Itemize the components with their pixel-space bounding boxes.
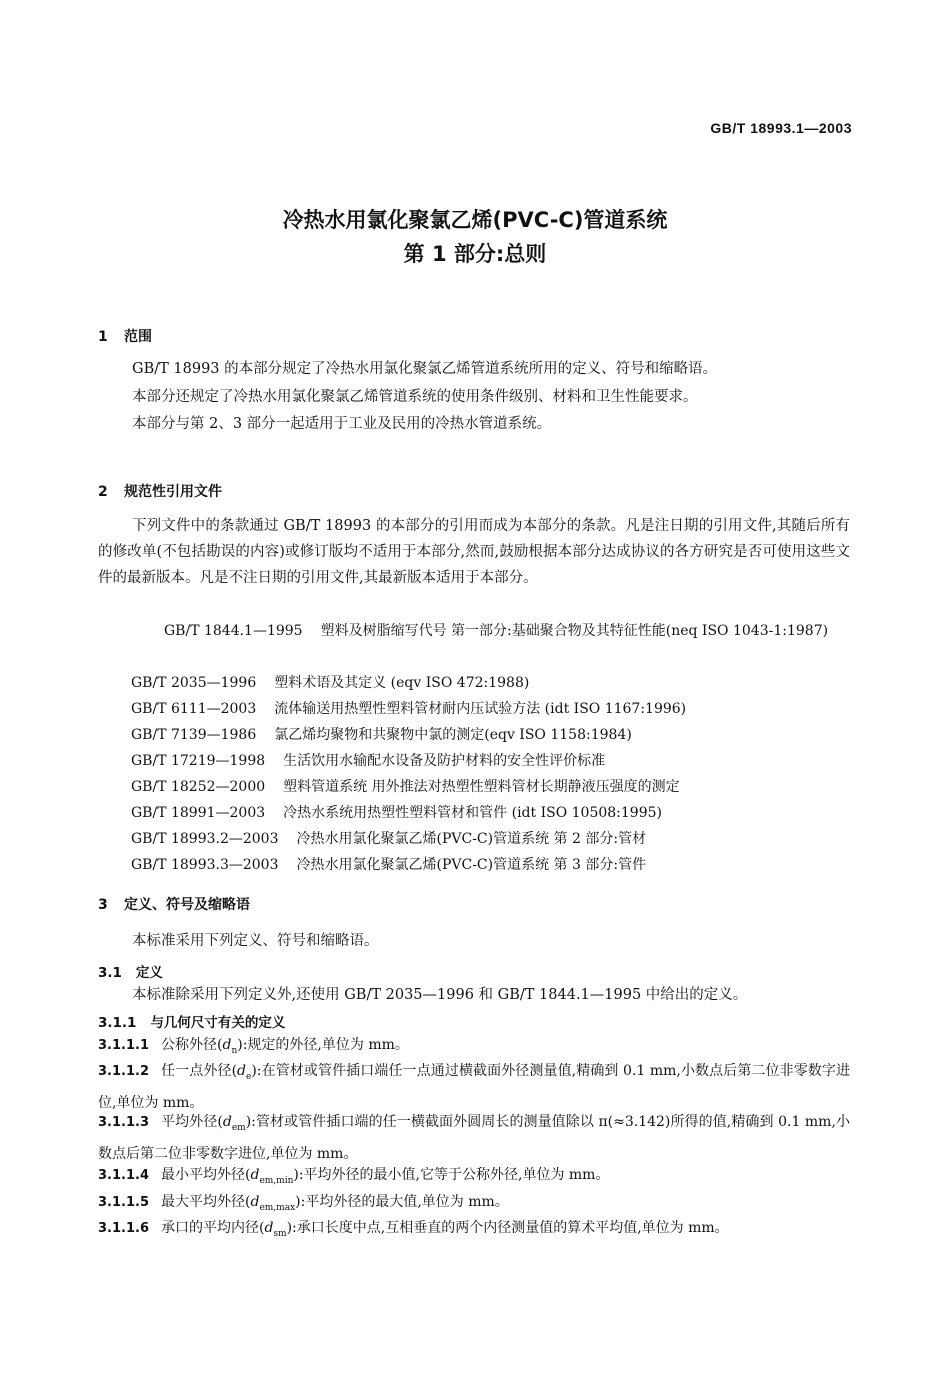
reference-item bbox=[131, 800, 851, 826]
section-title: 规范性引用文件 bbox=[124, 484, 222, 500]
definition-item bbox=[98, 1215, 850, 1247]
definition-text: ):在管材或管件插口端任一点通过横截面外径测量值,精确到 0.1 mm,小数点后第二位非零数字进位,单位为 mm。 bbox=[98, 1063, 850, 1111]
reference-title: 冷热水用氯化聚氯乙烯(PVC-C)管道系统 第 3 部分:管件 bbox=[296, 857, 647, 873]
definition-subscript: sm bbox=[273, 1228, 287, 1239]
section-number: 3 bbox=[98, 897, 108, 913]
section-title: 范围 bbox=[124, 329, 152, 345]
subsection-number: 3.1 bbox=[98, 965, 122, 981]
definition-number: 3.1.1.3 bbox=[98, 1115, 149, 1130]
definitions-scope-text: 本标准除采用下列定义外,还使用 GB/T 2035—1996 和 GB/T 1844.1—1995 中给出的定义。 bbox=[132, 987, 748, 1003]
definition-term: 任一点外径( bbox=[161, 1063, 238, 1079]
reference-code: GB/T 18991—2003 bbox=[131, 805, 266, 821]
definitions-intro: 本标准采用下列定义、符号和缩略语。 bbox=[132, 933, 379, 949]
subsection-number: 3.1.1 bbox=[98, 1015, 137, 1031]
subsection-title: 定义 bbox=[135, 965, 163, 981]
definition-number: 3.1.1.1 bbox=[98, 1038, 149, 1053]
definition-symbol: d bbox=[222, 1114, 232, 1130]
definition-number: 3.1.1.2 bbox=[98, 1064, 149, 1079]
definition-term: 平均外径( bbox=[161, 1114, 223, 1130]
subsection-3-1-heading bbox=[98, 961, 163, 981]
scope-paragraph-3: 本部分与第 2、3 部分一起适用于工业及民用的冷热水管道系统。 bbox=[132, 416, 552, 432]
definition-symbol: d bbox=[264, 1220, 274, 1236]
title-line-2: 第 1 部分:总则 bbox=[403, 242, 547, 266]
reference-item bbox=[131, 670, 851, 696]
reference-code: GB/T 7139—1986 bbox=[131, 727, 257, 743]
subsection-3-1-1-heading bbox=[98, 1011, 285, 1031]
reference-item bbox=[131, 748, 851, 774]
definition-text: ):承口长度中点,互相垂直的两个内径测量值的算术平均值,单位为 mm。 bbox=[286, 1220, 729, 1236]
reference-title: 塑料管道系统 用外推法对热塑性塑料管材长期静液压强度的测定 bbox=[283, 779, 680, 795]
definition-term: 承口的平均内径( bbox=[161, 1220, 265, 1236]
definition-subscript: em,min bbox=[259, 1175, 294, 1186]
definition-subscript: em,max bbox=[259, 1202, 296, 1213]
reference-code: GB/T 18993.2—2003 bbox=[131, 831, 279, 847]
document-title bbox=[0, 203, 950, 271]
definition-text: ):规定的外径,单位为 mm。 bbox=[237, 1037, 409, 1053]
section-number: 2 bbox=[98, 484, 108, 500]
reference-title: 塑料及树脂缩写代号 第一部分:基础聚合物及其特征性能(neq ISO 1043-1:1987) bbox=[320, 623, 829, 639]
definition-term: 最大平均外径( bbox=[161, 1194, 251, 1210]
definition-number: 3.1.1.6 bbox=[98, 1221, 149, 1236]
definition-text: ):平均外径的最大值,单位为 mm。 bbox=[295, 1194, 509, 1210]
reference-code: GB/T 18993.3—2003 bbox=[131, 857, 279, 873]
reference-title: 流体输送用热塑性塑料管材耐内压试验方法 (idt ISO 1167:1996) bbox=[274, 701, 687, 717]
reference-title: 冷热水用氯化聚氯乙烯(PVC-C)管道系统 第 2 部分:管材 bbox=[296, 831, 647, 847]
definition-symbol: d bbox=[250, 1167, 260, 1183]
references-intro: 下列文件中的条款通过 GB/T 18993 的本部分的引用而成为本部分的条款。凡是注日期的引用文件,其随后所有的修改单(不包括勘误的内容)或修订版均不适用于本部分,然而,鼓励根据本部分达成协议的各方研究是否可使用这些文件的最新版本。凡是不注日期的引用文件,其最新版本适用于本部分。 bbox=[98, 518, 850, 586]
reference-title: 氯乙烯均聚物和共聚物中氯的测定(eqv ISO 1158:1984) bbox=[274, 727, 632, 743]
reference-item bbox=[131, 722, 851, 748]
scope-paragraph-1: GB/T 18993 的本部分规定了冷热水用氯化聚氯乙烯管道系统所用的定义、符号和缩略语。 bbox=[132, 361, 718, 377]
reference-title: 生活饮用水输配水设备及防护材料的安全性评价标准 bbox=[283, 753, 606, 769]
definition-item bbox=[98, 1058, 850, 1116]
reference-code: GB/T 6111—2003 bbox=[131, 701, 257, 717]
definition-symbol: d bbox=[237, 1063, 246, 1079]
reference-title: 塑料术语及其定义 (eqv ISO 472:1988) bbox=[274, 675, 530, 691]
section-title: 定义、符号及缩略语 bbox=[124, 897, 250, 913]
definition-subscript: em bbox=[231, 1122, 246, 1133]
definition-term: 最小平均外径( bbox=[161, 1167, 251, 1183]
subsection-title: 与几何尺寸有关的定义 bbox=[150, 1015, 286, 1031]
section-number: 1 bbox=[98, 329, 108, 345]
reference-item bbox=[131, 826, 851, 852]
section-3-heading bbox=[98, 894, 250, 914]
definition-symbol: d bbox=[222, 1037, 232, 1053]
scope-paragraph-2: 本部分还规定了冷热水用氯化聚氯乙烯管道系统的使用条件级别、材料和卫生性能要求。 bbox=[132, 389, 698, 405]
title-line-1: 冷热水用氯化聚氯乙烯(PVC-C)管道系统 bbox=[282, 208, 668, 232]
reference-item bbox=[98, 618, 850, 644]
reference-code: GB/T 1844.1—1995 bbox=[164, 623, 303, 639]
definition-term: 公称外径( bbox=[161, 1037, 223, 1053]
definition-number: 3.1.1.5 bbox=[98, 1195, 149, 1210]
reference-title: 冷热水系统用热塑性塑料管材和管件 (idt ISO 10508:1995) bbox=[283, 805, 662, 821]
definition-text: ):平均外径的最小值,它等于公称外径,单位为 mm。 bbox=[293, 1167, 610, 1183]
definition-text: ):管材或管件插口端的任一横截面外圆周长的测量值除以 π(≈3.142)所得的值,精确到 0.1 mm,小数点后第二位非零数字进位,单位为 mm。 bbox=[98, 1114, 850, 1162]
reference-code: GB/T 18252—2000 bbox=[131, 779, 266, 795]
definition-symbol: d bbox=[250, 1194, 260, 1210]
definition-subscript: n bbox=[231, 1045, 238, 1056]
section-2-heading bbox=[98, 481, 222, 501]
section-1-heading bbox=[98, 326, 152, 346]
definition-item bbox=[98, 1109, 850, 1167]
reference-item bbox=[131, 774, 851, 800]
standard-number: GB/T 18993.1—2003 bbox=[710, 120, 852, 136]
reference-code: GB/T 17219—1998 bbox=[131, 753, 266, 769]
reference-item bbox=[131, 696, 851, 722]
definition-subscript: e bbox=[246, 1071, 252, 1082]
definition-number: 3.1.1.4 bbox=[98, 1168, 149, 1183]
reference-item bbox=[131, 852, 851, 878]
reference-code: GB/T 2035—1996 bbox=[131, 675, 257, 691]
